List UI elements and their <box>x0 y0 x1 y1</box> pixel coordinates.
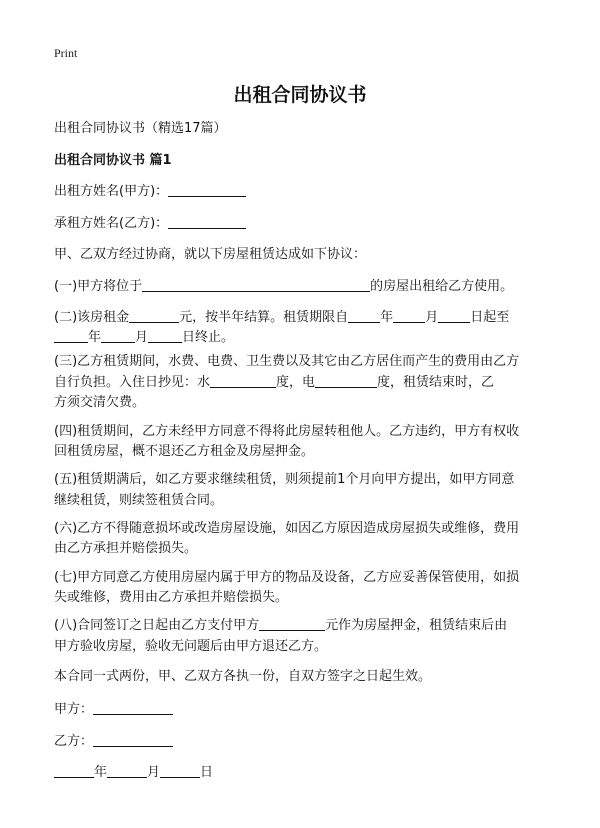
lessee-line <box>54 213 554 235</box>
water-reading-blank <box>210 373 276 388</box>
signing-date-line <box>54 762 554 784</box>
party-a-signature-blank <box>93 700 173 715</box>
closing-line: 本合同一式两份，甲、乙双方各执一份，自双方签字之日起生效。 <box>54 669 432 684</box>
rent-blank <box>129 308 179 323</box>
sign-year-blank <box>54 763 94 778</box>
clause-1-end: 的房屋出租给乙方使用。 <box>370 279 514 294</box>
sign-month-blank <box>107 763 147 778</box>
clause-3-tail: 度，租赁结束时，乙 <box>377 375 495 390</box>
deposit-label: (八)合同签订之日起由乙方支付甲方 <box>54 618 260 633</box>
party-a-signature-line <box>54 699 554 721</box>
section-heading: 出租合同协议书 篇1 <box>54 153 172 168</box>
clause-2-rent-label: (二)该房租金 <box>54 310 130 325</box>
clause-4-line-2: 回租赁房屋，概不退还乙方租金及房屋押金。 <box>54 444 315 459</box>
party-b-label: 乙方： <box>54 734 94 749</box>
end-day-label: 日终止。 <box>182 330 235 345</box>
print-label: Print <box>54 46 78 60</box>
clause-4-line-1: (四)租赁期间，乙方未经甲方同意不得将此房屋转租他人。乙方违约，甲方有权收 <box>54 424 520 439</box>
end-month-blank <box>101 328 135 343</box>
clause-3-line-2 <box>54 372 554 394</box>
deposit-tail: 元作为房屋押金，租赁结束后由 <box>325 618 508 633</box>
sign-month-label: 月 <box>147 765 161 780</box>
start-day-label: 日起至 <box>470 310 510 325</box>
address-blank <box>142 277 370 292</box>
clause-7-line-1: (七)甲方同意乙方使用房屋内属于甲方的物品及设备，乙方应妥善保管使用，如损 <box>54 570 520 585</box>
electric-reading-label: 度，电 <box>276 375 316 390</box>
clause-1 <box>54 276 554 298</box>
clause-2-term-label: 元，按半年结算。租赁期限自 <box>179 310 349 325</box>
clause-8-line-1 <box>54 615 554 637</box>
party-b-signature-blank <box>93 732 173 747</box>
start-day-blank <box>438 308 470 323</box>
lessor-name-blank <box>168 182 246 197</box>
document-title: 出租合同协议书 <box>233 84 367 106</box>
start-month-label: 月 <box>425 310 439 325</box>
intro-line: 甲、乙双方经过协商，就以下房屋租赁达成如下协议： <box>54 247 367 262</box>
water-reading-label: 自行负担。入住日抄见：水 <box>54 375 211 390</box>
clause-1-start: (一)甲方将位于 <box>54 279 143 294</box>
start-year-blank <box>348 308 380 323</box>
lessor-line <box>54 181 554 203</box>
document-subtitle: 出租合同协议书（精选17篇） <box>54 121 227 136</box>
clause-6-line-1: (六)乙方不得随意损坏或改造房屋设施，如因乙方原因造成房屋损失或维修，费用 <box>54 521 520 536</box>
sign-day-blank <box>160 763 200 778</box>
deposit-blank <box>259 616 325 631</box>
lessee-name-blank <box>168 214 246 229</box>
sign-day-label: 日 <box>200 765 214 780</box>
party-b-signature-line <box>54 731 554 753</box>
end-day-blank <box>148 328 182 343</box>
end-month-label: 月 <box>135 330 149 345</box>
sign-year-label: 年 <box>94 765 108 780</box>
party-a-label: 甲方： <box>54 702 94 717</box>
end-year-label: 年 <box>88 330 102 345</box>
clause-8-line-2: 甲方验收房屋，验收无问题后由甲方退还乙方。 <box>54 639 328 654</box>
clause-3-line-3: 方须交清欠费。 <box>54 395 146 410</box>
clause-2-line-2 <box>54 327 554 349</box>
clause-3-line-1: (三)乙方租赁期间，水费、电费、卫生费以及其它由乙方居住而产生的费用由乙方 <box>54 354 520 369</box>
start-month-blank <box>393 308 425 323</box>
electric-reading-blank <box>315 373 377 388</box>
start-year-label: 年 <box>380 310 394 325</box>
lessee-label: 承租方姓名(乙方)： <box>54 216 169 231</box>
clause-2-line-1 <box>54 307 554 329</box>
lessor-label: 出租方姓名(甲方)： <box>54 184 169 199</box>
clause-5-line-2: 继续租赁，则续签租赁合同。 <box>54 493 224 508</box>
clause-7-line-2: 失或维修，费用由乙方承担并赔偿损失。 <box>54 590 289 605</box>
clause-5-line-1: (五)租赁期满后，如乙方要求继续租赁，则须提前1个月向甲方提出，如甲方同意 <box>54 472 515 487</box>
clause-6-line-2: 由乙方承担并赔偿损失。 <box>54 541 198 556</box>
end-year-blank <box>54 328 88 343</box>
